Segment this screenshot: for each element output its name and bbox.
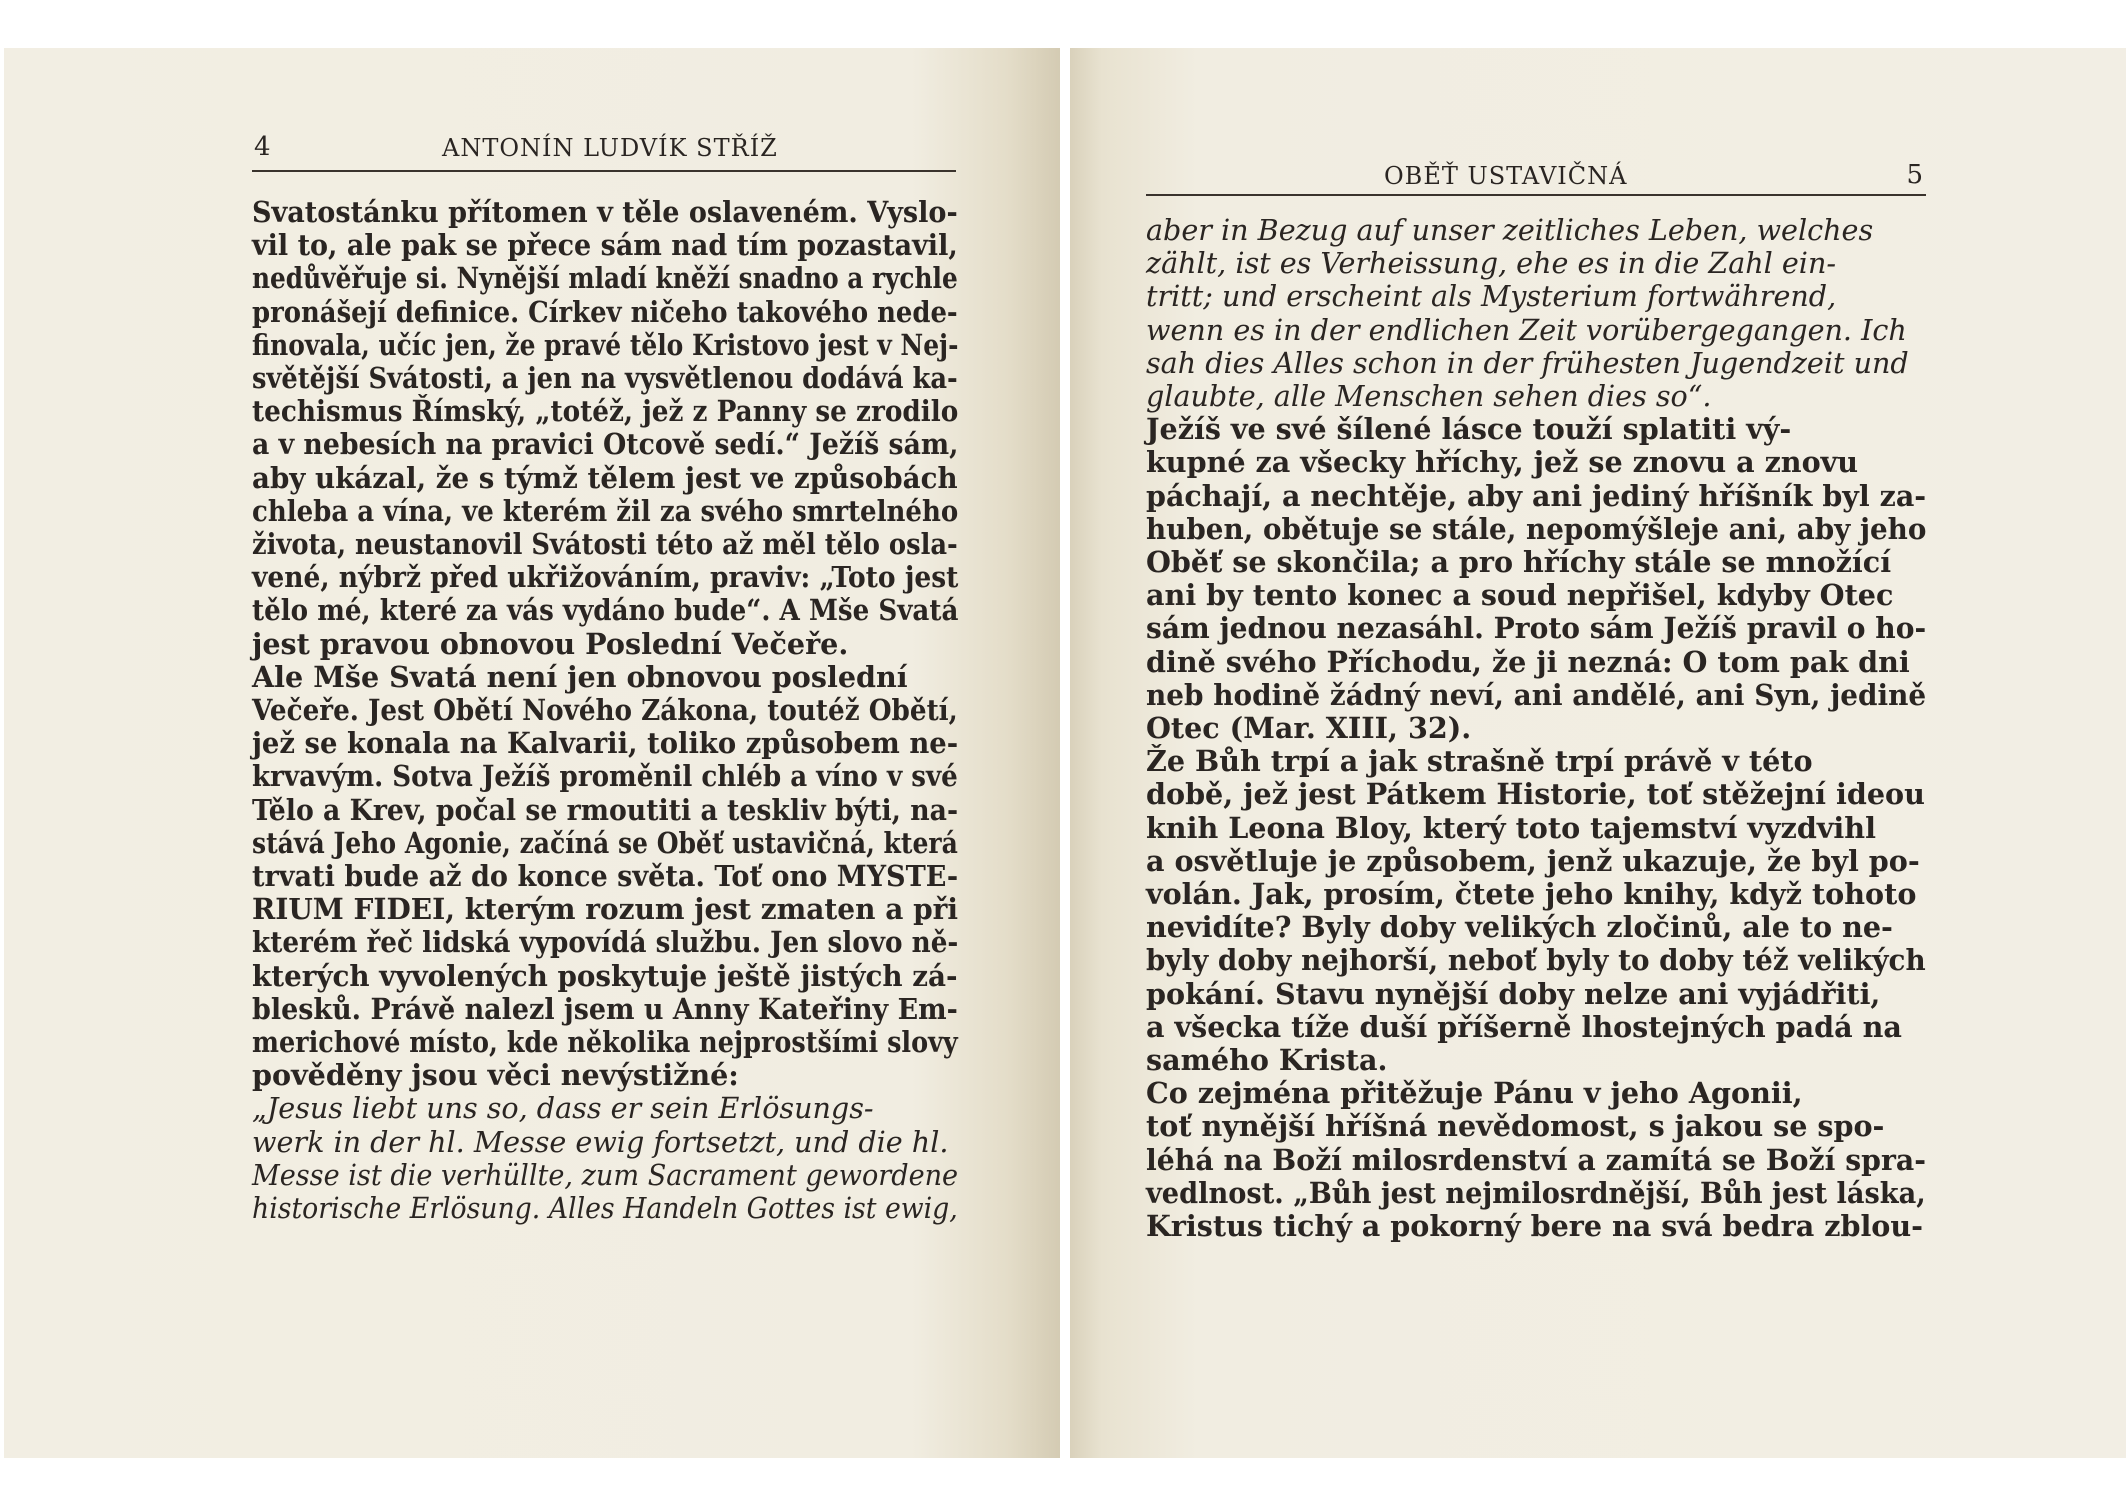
text-line: Kristus tichý a pokorný bere na svá bedra zblou- xyxy=(1146,1209,1924,1244)
text-line: Tělo a Krev, počal se rmoutiti a teskliv býti, na- xyxy=(252,792,959,827)
text-line: stává Jeho Agonie, začíná se Oběť ustavičná, která xyxy=(252,825,958,860)
text-line: chleba a vína, ve kterém žil za svého smrtelného xyxy=(252,493,959,528)
text-line: RIUM FIDEI, kterým rozum jest zmaten a při xyxy=(252,892,959,927)
text-line: Co zejména přitěžuje Pánu v jeho Agonii, xyxy=(1146,1076,1803,1111)
text-line: glaubte, alle Menschen sehen dies so“. xyxy=(1146,379,1712,414)
text-line: Ale Mše Svatá není jen obnovou poslední xyxy=(252,659,908,694)
text-line: blesků. Právě nalezl jsem u Anny Kateřiny Em- xyxy=(252,991,958,1026)
text-line: kupné za všecky hříchy, jež se znovu a znovu xyxy=(1146,445,1859,480)
text-line: a osvětluje je způsobem, jenž ukazuje, že byl po- xyxy=(1146,843,1920,878)
text-line: nedůvěřuje si. Nynější mladí kněží snadno a rychle xyxy=(252,261,958,296)
right-body-text xyxy=(1146,214,1926,1243)
right-page xyxy=(1070,48,2126,1458)
text-line: kterých vyvolených poskytuje ještě jistých zá- xyxy=(252,958,958,993)
text-line: tritt; und erscheint als Mysterium fortwährend, xyxy=(1146,279,1837,314)
text-line: finovala, učíc jen, že pravé tělo Kristovo jest v Nej- xyxy=(252,327,959,362)
text-line: páchají, a nechtěje, aby ani jediný hříšník byl za- xyxy=(1146,478,1927,513)
left-page xyxy=(4,48,1060,1458)
text-line: vené, nýbrž před ukřižováním, praviv: „Toto jest xyxy=(252,560,959,595)
text-line: ani by tento konec a soud nepřišel, kdyby Otec xyxy=(1146,578,1894,613)
text-line: kterém řeč lidská vypovídá službu. Jen slovo ně- xyxy=(252,925,959,960)
text-line: dině svého Příchodu, že ji nezná: O tom pak dni xyxy=(1146,644,1910,679)
text-line: toť nynější hříšná nevědomost, s jakou se spo- xyxy=(1146,1109,1885,1144)
text-line: a všecka tíže duší příšerně lhostejných padá na xyxy=(1146,1009,1902,1044)
text-line: pověděny jsou věci nevýstižné: xyxy=(252,1058,739,1093)
left-running-head xyxy=(252,132,956,172)
text-line: tělo mé, které za vás vydáno bude“. A Mše Svatá xyxy=(252,593,959,628)
text-line: krvavým. Sotva Ježíš proměnil chléb a víno v své xyxy=(252,759,958,794)
text-line: nevidíte? Byly doby velikých zločinů, ale to ne- xyxy=(1146,910,1893,945)
left-running-title: ANTONÍN LUDVÍK STŘÍŽ xyxy=(442,134,778,162)
text-line: vil to, ale pak se přece sám nad tím pozastavil, xyxy=(252,228,958,263)
text-line: době, jež jest Pátkem Historie, toť stěžejní ideou xyxy=(1146,777,1925,812)
text-line: werk in der hl. Messe ewig fortsetzt, und die hl. xyxy=(252,1124,949,1159)
text-line: sám jednou nezasáhl. Proto sám Ježíš pravil o ho- xyxy=(1146,611,1927,646)
text-line: jež se konala na Kalvarii, toliko způsobem ne- xyxy=(252,726,959,761)
text-line: života, neustanovil Svátosti této až měl tělo osla- xyxy=(252,527,958,562)
text-line: vedlnost. „Bůh jest nejmilosrdnější, Bůh jest láska, xyxy=(1146,1175,1926,1210)
right-page-number: 5 xyxy=(1906,160,1924,190)
text-line: techismus Římský, „totéž, jež z Panny se zrodilo xyxy=(252,394,959,429)
text-line: historische Erlösung. Alles Handeln Gottes ist ewig, xyxy=(252,1191,958,1226)
text-line: byly doby nejhorší, neboť byly to doby též velikých xyxy=(1146,943,1926,978)
text-line: léhá na Boží milosrdenství a zamítá se Boží spra- xyxy=(1146,1142,1926,1177)
text-line: Večeře. Jest Obětí Nového Zákona, toutéž Obětí, xyxy=(252,693,958,728)
text-line: knih Leona Bloy, který toto tajemství vyzdvihl xyxy=(1146,810,1876,845)
text-line: neb hodině žádný neví, ani andělé, ani Syn, jedině xyxy=(1146,677,1927,712)
text-line: Ježíš ve své šílené lásce touží splatiti vý- xyxy=(1146,412,1792,447)
left-body-text xyxy=(252,196,958,1225)
text-line: Svatostánku přítomen v těle oslaveném. Vyslo- xyxy=(252,195,958,229)
text-line: sah dies Alles schon in der frühesten Jugendzeit und xyxy=(1146,345,1909,380)
text-line: volán. Jak, prosím, čtete jeho knihy, když tohoto xyxy=(1146,877,1917,912)
text-line: „Jesus liebt uns so, dass er sein Erlösungs- xyxy=(252,1091,874,1126)
right-running-title: OBĚŤ USTAVIČNÁ xyxy=(1384,162,1628,190)
text-line: samého Krista. xyxy=(1146,1043,1388,1078)
text-line: zählt, ist es Verheissung, ehe es in die Zahl ein- xyxy=(1146,246,1837,281)
text-line: Otec (Mar. XIII, 32). xyxy=(1146,711,1472,746)
text-line: pronášejí definice. Církev ničeho takového nede- xyxy=(252,294,958,329)
text-line: trvati bude až do konce světa. Toť ono MYSTE- xyxy=(252,859,959,894)
text-line: aby ukázal, že s týmž tělem jest ve způsobách xyxy=(252,460,958,495)
left-page-number: 4 xyxy=(254,132,272,162)
text-line: Messe ist die verhüllte, zum Sacrament gewordene xyxy=(252,1157,959,1192)
text-line: jest pravou obnovou Poslední Večeře. xyxy=(252,626,849,661)
text-line: světější Svátosti, a jen na vysvětlenou dodává ka- xyxy=(252,361,958,396)
text-line: pokání. Stavu nynější doby nelze ani vyjádřiti, xyxy=(1146,976,1881,1011)
text-line: wenn es in der endlichen Zeit vorübergegangen. Ich xyxy=(1146,312,1907,347)
text-line: merichové místo, kde několika nejprostšími slovy xyxy=(252,1025,958,1060)
text-line: Že Bůh trpí a jak strašně trpí právě v této xyxy=(1146,744,1813,779)
text-line: aber in Bezug auf unser zeitliches Leben, welches xyxy=(1146,213,1874,247)
text-line: Oběť se skončila; a pro hříchy stále se množící xyxy=(1146,545,1892,580)
right-running-head xyxy=(1146,156,1926,196)
text-line: a v nebesích na pravici Otcově sedí.“ Ježíš sám, xyxy=(252,427,959,462)
text-line: huben, obětuje se stále, nepomýšleje ani, aby jeho xyxy=(1146,511,1927,546)
